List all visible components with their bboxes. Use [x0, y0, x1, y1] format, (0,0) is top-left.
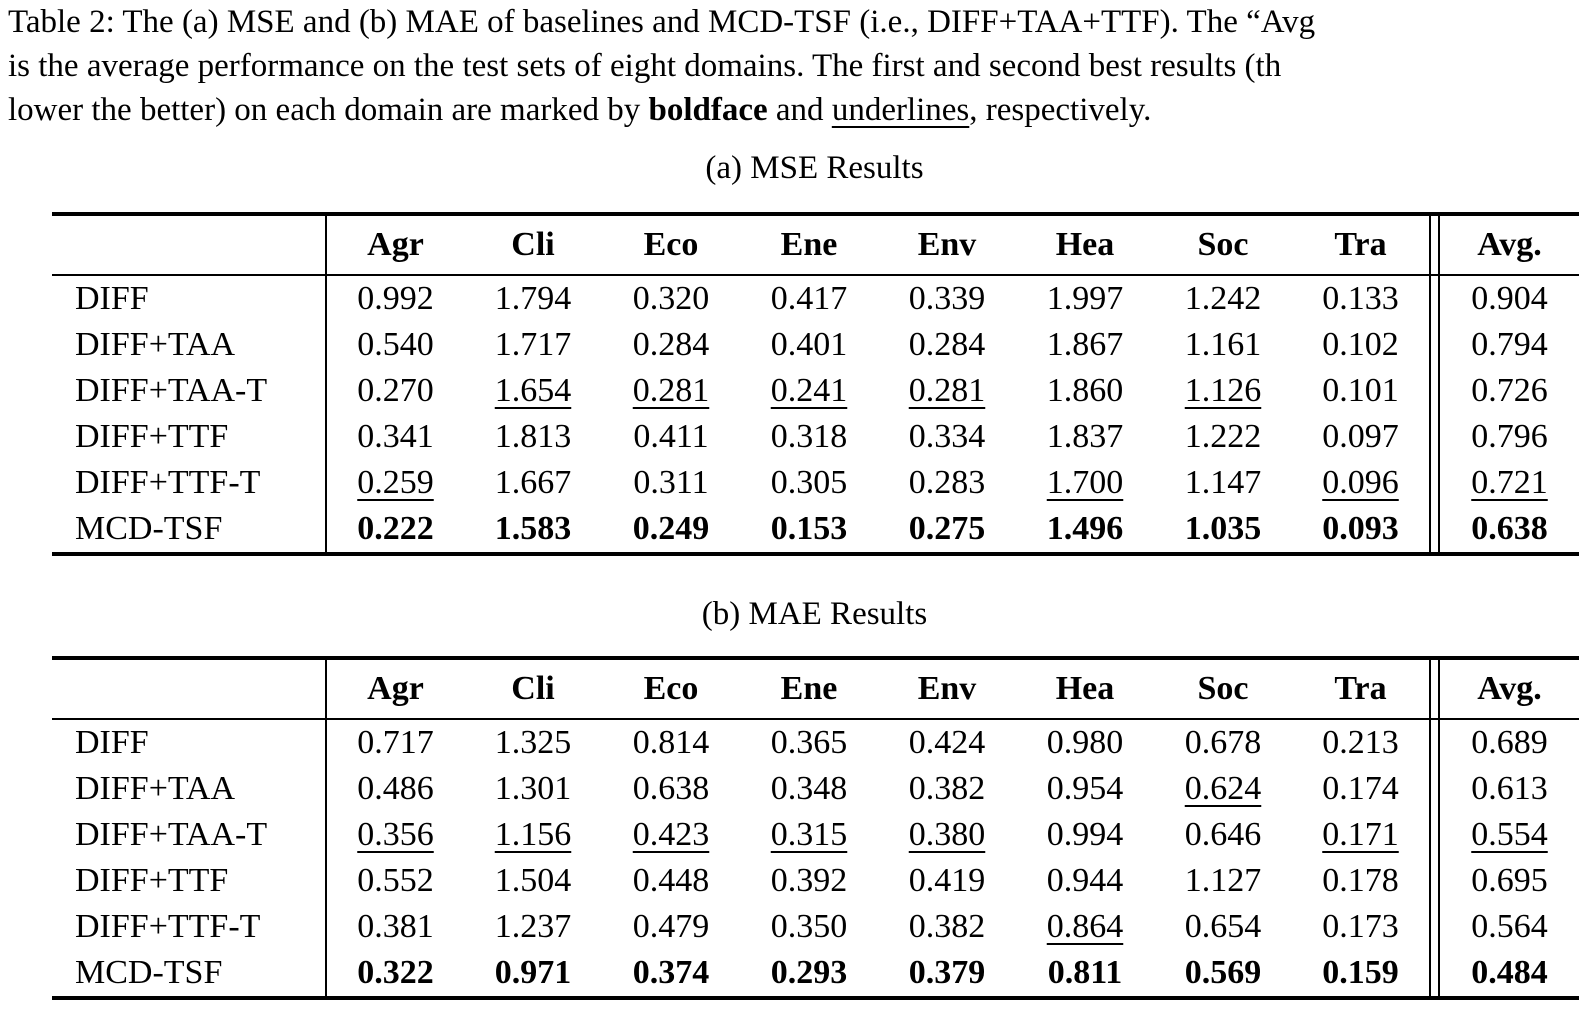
- caption-bold-text: boldface: [648, 92, 768, 128]
- double-rule-spacer: [1430, 506, 1439, 554]
- mse-value-diff-taa-t-hea: [1016, 368, 1154, 414]
- column-header-agr: Agr: [326, 658, 464, 719]
- best-value: 1.035: [1184, 510, 1262, 547]
- mse-value-diff-taa-env: [878, 322, 1016, 368]
- mae-value-diff-cli: [464, 719, 602, 766]
- caption-line-2: [8, 44, 1315, 88]
- row-label-diff-taa-t: DIFF+TAA-T: [52, 812, 326, 858]
- value: 0.318: [770, 418, 848, 455]
- best-value: 0.569: [1184, 954, 1262, 991]
- mae-value-diff-taa-t-ene: [740, 812, 878, 858]
- mae-row-diff-taa: [52, 766, 1579, 812]
- value: 0.646: [1184, 816, 1262, 853]
- second-best-value: 0.721: [1471, 464, 1548, 501]
- mae-value-diff-taa-ene: [740, 766, 878, 812]
- second-best-value: 0.315: [770, 816, 848, 853]
- value: 0.348: [770, 770, 848, 807]
- mae-value-diff-ttf-eco: [602, 858, 740, 904]
- mae-row-diff-ttf: [52, 858, 1579, 904]
- best-value: 0.222: [357, 510, 434, 547]
- second-best-value: 0.281: [908, 372, 986, 409]
- mse-value-diff-agr: [326, 275, 464, 322]
- mae-value-diff-soc: [1154, 719, 1292, 766]
- value: 1.237: [494, 908, 572, 945]
- column-header-env: Env: [878, 658, 1016, 719]
- value: 0.954: [1046, 770, 1124, 807]
- value: 0.411: [633, 418, 709, 455]
- mse-value-diff-taa-avg: [1439, 322, 1579, 368]
- mse-value-diff-taa-t-env: [878, 368, 1016, 414]
- mse-value-diff-taa-t-agr: [326, 368, 464, 414]
- best-value: 1.496: [1046, 510, 1124, 547]
- value: 0.392: [770, 862, 848, 899]
- best-value: 0.322: [357, 954, 434, 991]
- column-header-soc: Soc: [1154, 214, 1292, 275]
- table-caption: [8, 0, 1315, 132]
- mse-corner-cell: [52, 214, 326, 275]
- mse-value-diff-taa-t-soc: [1154, 368, 1292, 414]
- value: 0.284: [908, 326, 986, 363]
- value: 1.325: [494, 724, 572, 761]
- mae-value-mcd-tsf-tra: [1292, 950, 1430, 998]
- row-label-diff: DIFF: [52, 719, 326, 766]
- value: 0.311: [633, 464, 709, 501]
- mae-value-diff-taa-t-cli: [464, 812, 602, 858]
- value: 1.147: [1184, 464, 1262, 501]
- mae-value-diff-taa-t-hea: [1016, 812, 1154, 858]
- mse-value-diff-ene: [740, 275, 878, 322]
- mae-results-table: [52, 656, 1579, 1000]
- subtable-a-title: (a) MSE Results: [705, 150, 924, 186]
- mae-value-mcd-tsf-ene: [740, 950, 878, 998]
- value: 0.564: [1471, 908, 1548, 945]
- row-label-mcd-tsf: MCD-TSF: [52, 506, 326, 554]
- double-rule-spacer: [1430, 858, 1439, 904]
- column-header-ene: Ene: [740, 214, 878, 275]
- caption-underlined-text: underlines: [831, 92, 970, 128]
- double-rule-spacer: [1430, 275, 1439, 322]
- mae-corner-cell: [52, 658, 326, 719]
- value: 0.717: [357, 724, 434, 761]
- mae-value-diff-taa-t-eco: [602, 812, 740, 858]
- second-best-value: 0.281: [632, 372, 710, 409]
- caption-text: and: [767, 92, 832, 128]
- mse-value-diff-ttf-tra: [1292, 414, 1430, 460]
- row-label-diff-ttf: DIFF+TTF: [52, 414, 326, 460]
- value: 0.796: [1471, 418, 1548, 455]
- best-value: 0.379: [908, 954, 986, 991]
- best-value: 0.159: [1322, 954, 1399, 991]
- best-value: 0.971: [494, 954, 572, 991]
- mse-value-diff-taa-soc: [1154, 322, 1292, 368]
- caption-text: is the average performance on the test sets of eight domains. The first and second best results (th: [8, 48, 1282, 84]
- mae-value-diff-taa-env: [878, 766, 1016, 812]
- value: 1.667: [494, 464, 572, 501]
- mae-value-diff-ttf-t-cli: [464, 904, 602, 950]
- mse-value-diff-taa-t-avg: [1439, 368, 1579, 414]
- double-rule-spacer: [1430, 950, 1439, 998]
- best-value: 0.153: [770, 510, 848, 547]
- caption-text: , respectively.: [969, 92, 1152, 128]
- value: 1.794: [494, 280, 572, 317]
- mse-value-diff-soc: [1154, 275, 1292, 322]
- value: 1.717: [494, 326, 572, 363]
- double-rule-spacer: [1430, 322, 1439, 368]
- caption-line-3: [8, 88, 1315, 132]
- mae-value-mcd-tsf-agr: [326, 950, 464, 998]
- mae-value-diff-taa-cli: [464, 766, 602, 812]
- best-value: 0.374: [632, 954, 710, 991]
- mae-value-diff-ttf-avg: [1439, 858, 1579, 904]
- mse-value-diff-taa-ene: [740, 322, 878, 368]
- value: 0.540: [357, 326, 434, 363]
- mse-value-mcd-tsf-soc: [1154, 506, 1292, 554]
- mse-value-diff-ttf-eco: [602, 414, 740, 460]
- mse-value-diff-ttf-hea: [1016, 414, 1154, 460]
- value: 1.997: [1046, 280, 1124, 317]
- mae-value-diff-taa-avg: [1439, 766, 1579, 812]
- value: 0.638: [632, 770, 710, 807]
- best-value: 0.638: [1471, 510, 1548, 547]
- second-best-value: 1.700: [1046, 464, 1124, 501]
- mse-value-diff-ttf-t-hea: [1016, 460, 1154, 506]
- double-rule-spacer: [1430, 904, 1439, 950]
- double-rule-spacer: [1430, 368, 1439, 414]
- mse-value-diff-ttf-cli: [464, 414, 602, 460]
- mse-value-diff-hea: [1016, 275, 1154, 322]
- value: 1.813: [494, 418, 572, 455]
- best-value: 1.583: [494, 510, 572, 547]
- mse-value-diff-env: [878, 275, 1016, 322]
- row-label-diff-ttf-t: DIFF+TTF-T: [52, 460, 326, 506]
- mse-results-table: [52, 212, 1579, 556]
- value: 0.794: [1471, 326, 1548, 363]
- value: 0.904: [1471, 280, 1548, 317]
- mse-value-mcd-tsf-agr: [326, 506, 464, 554]
- row-label-diff-taa: DIFF+TAA: [52, 322, 326, 368]
- value: 1.860: [1046, 372, 1124, 409]
- mse-row-mcd-tsf: [52, 506, 1579, 554]
- value: 1.222: [1184, 418, 1262, 455]
- column-header-tra: Tra: [1292, 214, 1430, 275]
- column-header-hea: Hea: [1016, 214, 1154, 275]
- mae-value-diff-ttf-tra: [1292, 858, 1430, 904]
- value: 0.174: [1322, 770, 1399, 807]
- mse-row-diff: [52, 275, 1579, 322]
- mae-row-mcd-tsf: [52, 950, 1579, 998]
- second-best-value: 0.356: [357, 816, 434, 853]
- mse-value-diff-ttf-t-soc: [1154, 460, 1292, 506]
- value: 0.424: [908, 724, 986, 761]
- value: 0.654: [1184, 908, 1262, 945]
- mse-value-diff-ttf-t-agr: [326, 460, 464, 506]
- column-header-avg: Avg.: [1439, 214, 1579, 275]
- mae-value-diff-ttf-t-env: [878, 904, 1016, 950]
- value: 0.173: [1322, 908, 1399, 945]
- mae-value-mcd-tsf-eco: [602, 950, 740, 998]
- mse-value-diff-taa-hea: [1016, 322, 1154, 368]
- mae-value-diff-avg: [1439, 719, 1579, 766]
- column-header-ene: Ene: [740, 658, 878, 719]
- mse-value-diff-taa-tra: [1292, 322, 1430, 368]
- value: 0.381: [357, 908, 434, 945]
- column-header-env: Env: [878, 214, 1016, 275]
- mse-row-diff-ttf: [52, 414, 1579, 460]
- value: 0.334: [908, 418, 986, 455]
- mse-value-diff-taa-cli: [464, 322, 602, 368]
- row-label-diff-taa: DIFF+TAA: [52, 766, 326, 812]
- mae-value-diff-ttf-t-tra: [1292, 904, 1430, 950]
- mae-value-diff-eco: [602, 719, 740, 766]
- double-rule-spacer: [1430, 460, 1439, 506]
- column-header-cli: Cli: [464, 214, 602, 275]
- value: 0.994: [1046, 816, 1124, 853]
- value: 0.419: [908, 862, 986, 899]
- value: 0.382: [908, 770, 986, 807]
- value: 0.284: [632, 326, 710, 363]
- second-best-value: 0.864: [1046, 908, 1124, 945]
- value: 0.339: [908, 280, 986, 317]
- mae-value-mcd-tsf-cli: [464, 950, 602, 998]
- value: 0.305: [770, 464, 848, 501]
- mae-value-diff-ttf-t-avg: [1439, 904, 1579, 950]
- mse-value-diff-eco: [602, 275, 740, 322]
- value: 0.401: [770, 326, 848, 363]
- column-header-eco: Eco: [602, 214, 740, 275]
- value: 0.097: [1322, 418, 1399, 455]
- mae-value-mcd-tsf-hea: [1016, 950, 1154, 998]
- value: 0.133: [1322, 280, 1399, 317]
- mae-value-diff-ttf-cli: [464, 858, 602, 904]
- second-best-value: 1.654: [494, 372, 572, 409]
- value: 0.350: [770, 908, 848, 945]
- second-best-value: 1.126: [1184, 372, 1262, 409]
- mae-value-diff-env: [878, 719, 1016, 766]
- double-rule-spacer: [1430, 214, 1439, 275]
- value: 0.270: [357, 372, 434, 409]
- mse-row-diff-taa-t: [52, 368, 1579, 414]
- mae-value-diff-ttf-env: [878, 858, 1016, 904]
- mse-row-diff-taa: [52, 322, 1579, 368]
- second-best-value: 0.624: [1184, 770, 1262, 807]
- row-label-diff-ttf-t: DIFF+TTF-T: [52, 904, 326, 950]
- mae-row-diff-taa-t: [52, 812, 1579, 858]
- value: 0.101: [1322, 372, 1399, 409]
- column-header-cli: Cli: [464, 658, 602, 719]
- mse-value-diff-taa-t-eco: [602, 368, 740, 414]
- caption-line-1: [8, 0, 1315, 44]
- column-header-tra: Tra: [1292, 658, 1430, 719]
- value: 0.382: [908, 908, 986, 945]
- second-best-value: 0.380: [908, 816, 986, 853]
- second-best-value: 0.096: [1322, 464, 1399, 501]
- value: 0.283: [908, 464, 986, 501]
- value: 0.944: [1046, 862, 1124, 899]
- value: 1.161: [1184, 326, 1262, 363]
- mse-value-diff-ttf-soc: [1154, 414, 1292, 460]
- column-header-hea: Hea: [1016, 658, 1154, 719]
- mse-value-diff-ttf-t-avg: [1439, 460, 1579, 506]
- mae-value-diff-taa-hea: [1016, 766, 1154, 812]
- mae-value-diff-ttf-t-hea: [1016, 904, 1154, 950]
- mse-value-diff-ttf-agr: [326, 414, 464, 460]
- second-best-value: 0.423: [632, 816, 710, 853]
- value: 0.365: [770, 724, 848, 761]
- value: 0.417: [770, 280, 848, 317]
- mae-value-diff-ttf-ene: [740, 858, 878, 904]
- mse-value-diff-ttf-avg: [1439, 414, 1579, 460]
- double-rule-spacer: [1430, 812, 1439, 858]
- mae-value-diff-agr: [326, 719, 464, 766]
- value: 0.486: [357, 770, 434, 807]
- mse-value-mcd-tsf-env: [878, 506, 1016, 554]
- mae-row-diff-ttf-t: [52, 904, 1579, 950]
- value: 1.867: [1046, 326, 1124, 363]
- mae-row-diff: [52, 719, 1579, 766]
- best-value: 0.811: [1047, 954, 1123, 991]
- value: 0.178: [1322, 862, 1399, 899]
- column-header-eco: Eco: [602, 658, 740, 719]
- column-header-avg: Avg.: [1439, 658, 1579, 719]
- value: 0.678: [1184, 724, 1262, 761]
- mae-value-diff-ttf-t-agr: [326, 904, 464, 950]
- double-rule-spacer: [1430, 414, 1439, 460]
- row-label-mcd-tsf: MCD-TSF: [52, 950, 326, 998]
- mse-value-diff-cli: [464, 275, 602, 322]
- mse-value-diff-taa-t-ene: [740, 368, 878, 414]
- value: 0.726: [1471, 372, 1548, 409]
- second-best-value: 1.156: [494, 816, 572, 853]
- mse-value-mcd-tsf-cli: [464, 506, 602, 554]
- value: 0.980: [1046, 724, 1124, 761]
- mae-value-diff-taa-eco: [602, 766, 740, 812]
- mse-value-diff-ttf-ene: [740, 414, 878, 460]
- mae-value-diff-taa-t-tra: [1292, 812, 1430, 858]
- mae-value-diff-ene: [740, 719, 878, 766]
- mse-value-mcd-tsf-hea: [1016, 506, 1154, 554]
- value: 1.301: [494, 770, 572, 807]
- mse-value-diff-ttf-t-tra: [1292, 460, 1430, 506]
- value: 1.242: [1184, 280, 1262, 317]
- mse-value-mcd-tsf-eco: [602, 506, 740, 554]
- double-rule-spacer: [1430, 719, 1439, 766]
- mae-value-diff-taa-soc: [1154, 766, 1292, 812]
- value: 0.689: [1471, 724, 1548, 761]
- mse-value-mcd-tsf-ene: [740, 506, 878, 554]
- mse-value-diff-taa-t-cli: [464, 368, 602, 414]
- value: 0.320: [632, 280, 710, 317]
- mae-value-diff-taa-t-agr: [326, 812, 464, 858]
- value: 0.814: [632, 724, 710, 761]
- mae-value-diff-taa-tra: [1292, 766, 1430, 812]
- best-value: 0.484: [1471, 954, 1548, 991]
- value: 1.837: [1046, 418, 1124, 455]
- mse-value-diff-ttf-t-eco: [602, 460, 740, 506]
- double-rule-spacer: [1430, 658, 1439, 719]
- value: 0.552: [357, 862, 434, 899]
- value: 0.992: [357, 280, 434, 317]
- mse-value-diff-taa-t-tra: [1292, 368, 1430, 414]
- value: 0.479: [632, 908, 710, 945]
- mse-value-diff-tra: [1292, 275, 1430, 322]
- value: 1.127: [1184, 862, 1262, 899]
- caption-text: Table 2: The (a) MSE and (b) MAE of baselines and MCD-TSF (i.e., DIFF+TAA+TTF). The “Avg: [8, 4, 1316, 40]
- mae-value-diff-ttf-t-ene: [740, 904, 878, 950]
- caption-text: lower the better) on each domain are marked by: [8, 92, 649, 128]
- mse-value-diff-ttf-t-ene: [740, 460, 878, 506]
- mae-value-diff-ttf-hea: [1016, 858, 1154, 904]
- column-header-soc: Soc: [1154, 658, 1292, 719]
- mae-value-diff-hea: [1016, 719, 1154, 766]
- value: 0.341: [357, 418, 434, 455]
- second-best-value: 0.171: [1322, 816, 1399, 853]
- mse-header-row: [52, 214, 1579, 275]
- mae-value-diff-ttf-soc: [1154, 858, 1292, 904]
- second-best-value: 0.554: [1471, 816, 1548, 853]
- mse-value-diff-ttf-t-env: [878, 460, 1016, 506]
- row-label-diff-taa-t: DIFF+TAA-T: [52, 368, 326, 414]
- mae-value-mcd-tsf-avg: [1439, 950, 1579, 998]
- mse-row-diff-ttf-t: [52, 460, 1579, 506]
- mae-value-mcd-tsf-soc: [1154, 950, 1292, 998]
- mae-header-row: [52, 658, 1579, 719]
- mae-value-diff-ttf-t-soc: [1154, 904, 1292, 950]
- best-value: 0.275: [908, 510, 986, 547]
- value: 0.448: [632, 862, 710, 899]
- mae-value-mcd-tsf-env: [878, 950, 1016, 998]
- mae-value-diff-ttf-agr: [326, 858, 464, 904]
- second-best-value: 0.259: [357, 464, 434, 501]
- value: 0.613: [1471, 770, 1548, 807]
- mse-value-mcd-tsf-avg: [1439, 506, 1579, 554]
- subtable-b-title: (b) MAE Results: [701, 596, 928, 632]
- value: 1.504: [494, 862, 572, 899]
- mse-value-diff-ttf-env: [878, 414, 1016, 460]
- value: 0.213: [1322, 724, 1399, 761]
- mse-value-diff-avg: [1439, 275, 1579, 322]
- value: 0.102: [1322, 326, 1399, 363]
- mae-value-diff-ttf-t-eco: [602, 904, 740, 950]
- mse-value-diff-taa-eco: [602, 322, 740, 368]
- mse-value-mcd-tsf-tra: [1292, 506, 1430, 554]
- value: 0.695: [1471, 862, 1548, 899]
- mae-value-diff-taa-agr: [326, 766, 464, 812]
- mse-value-diff-taa-agr: [326, 322, 464, 368]
- mae-value-diff-taa-t-soc: [1154, 812, 1292, 858]
- mae-value-diff-taa-t-avg: [1439, 812, 1579, 858]
- mae-value-diff-taa-t-env: [878, 812, 1016, 858]
- best-value: 0.249: [632, 510, 710, 547]
- column-header-agr: Agr: [326, 214, 464, 275]
- mse-value-diff-ttf-t-cli: [464, 460, 602, 506]
- row-label-diff-ttf: DIFF+TTF: [52, 858, 326, 904]
- best-value: 0.293: [770, 954, 848, 991]
- best-value: 0.093: [1322, 510, 1399, 547]
- second-best-value: 0.241: [770, 372, 848, 409]
- row-label-diff: DIFF: [52, 275, 326, 322]
- mae-value-diff-tra: [1292, 719, 1430, 766]
- double-rule-spacer: [1430, 766, 1439, 812]
